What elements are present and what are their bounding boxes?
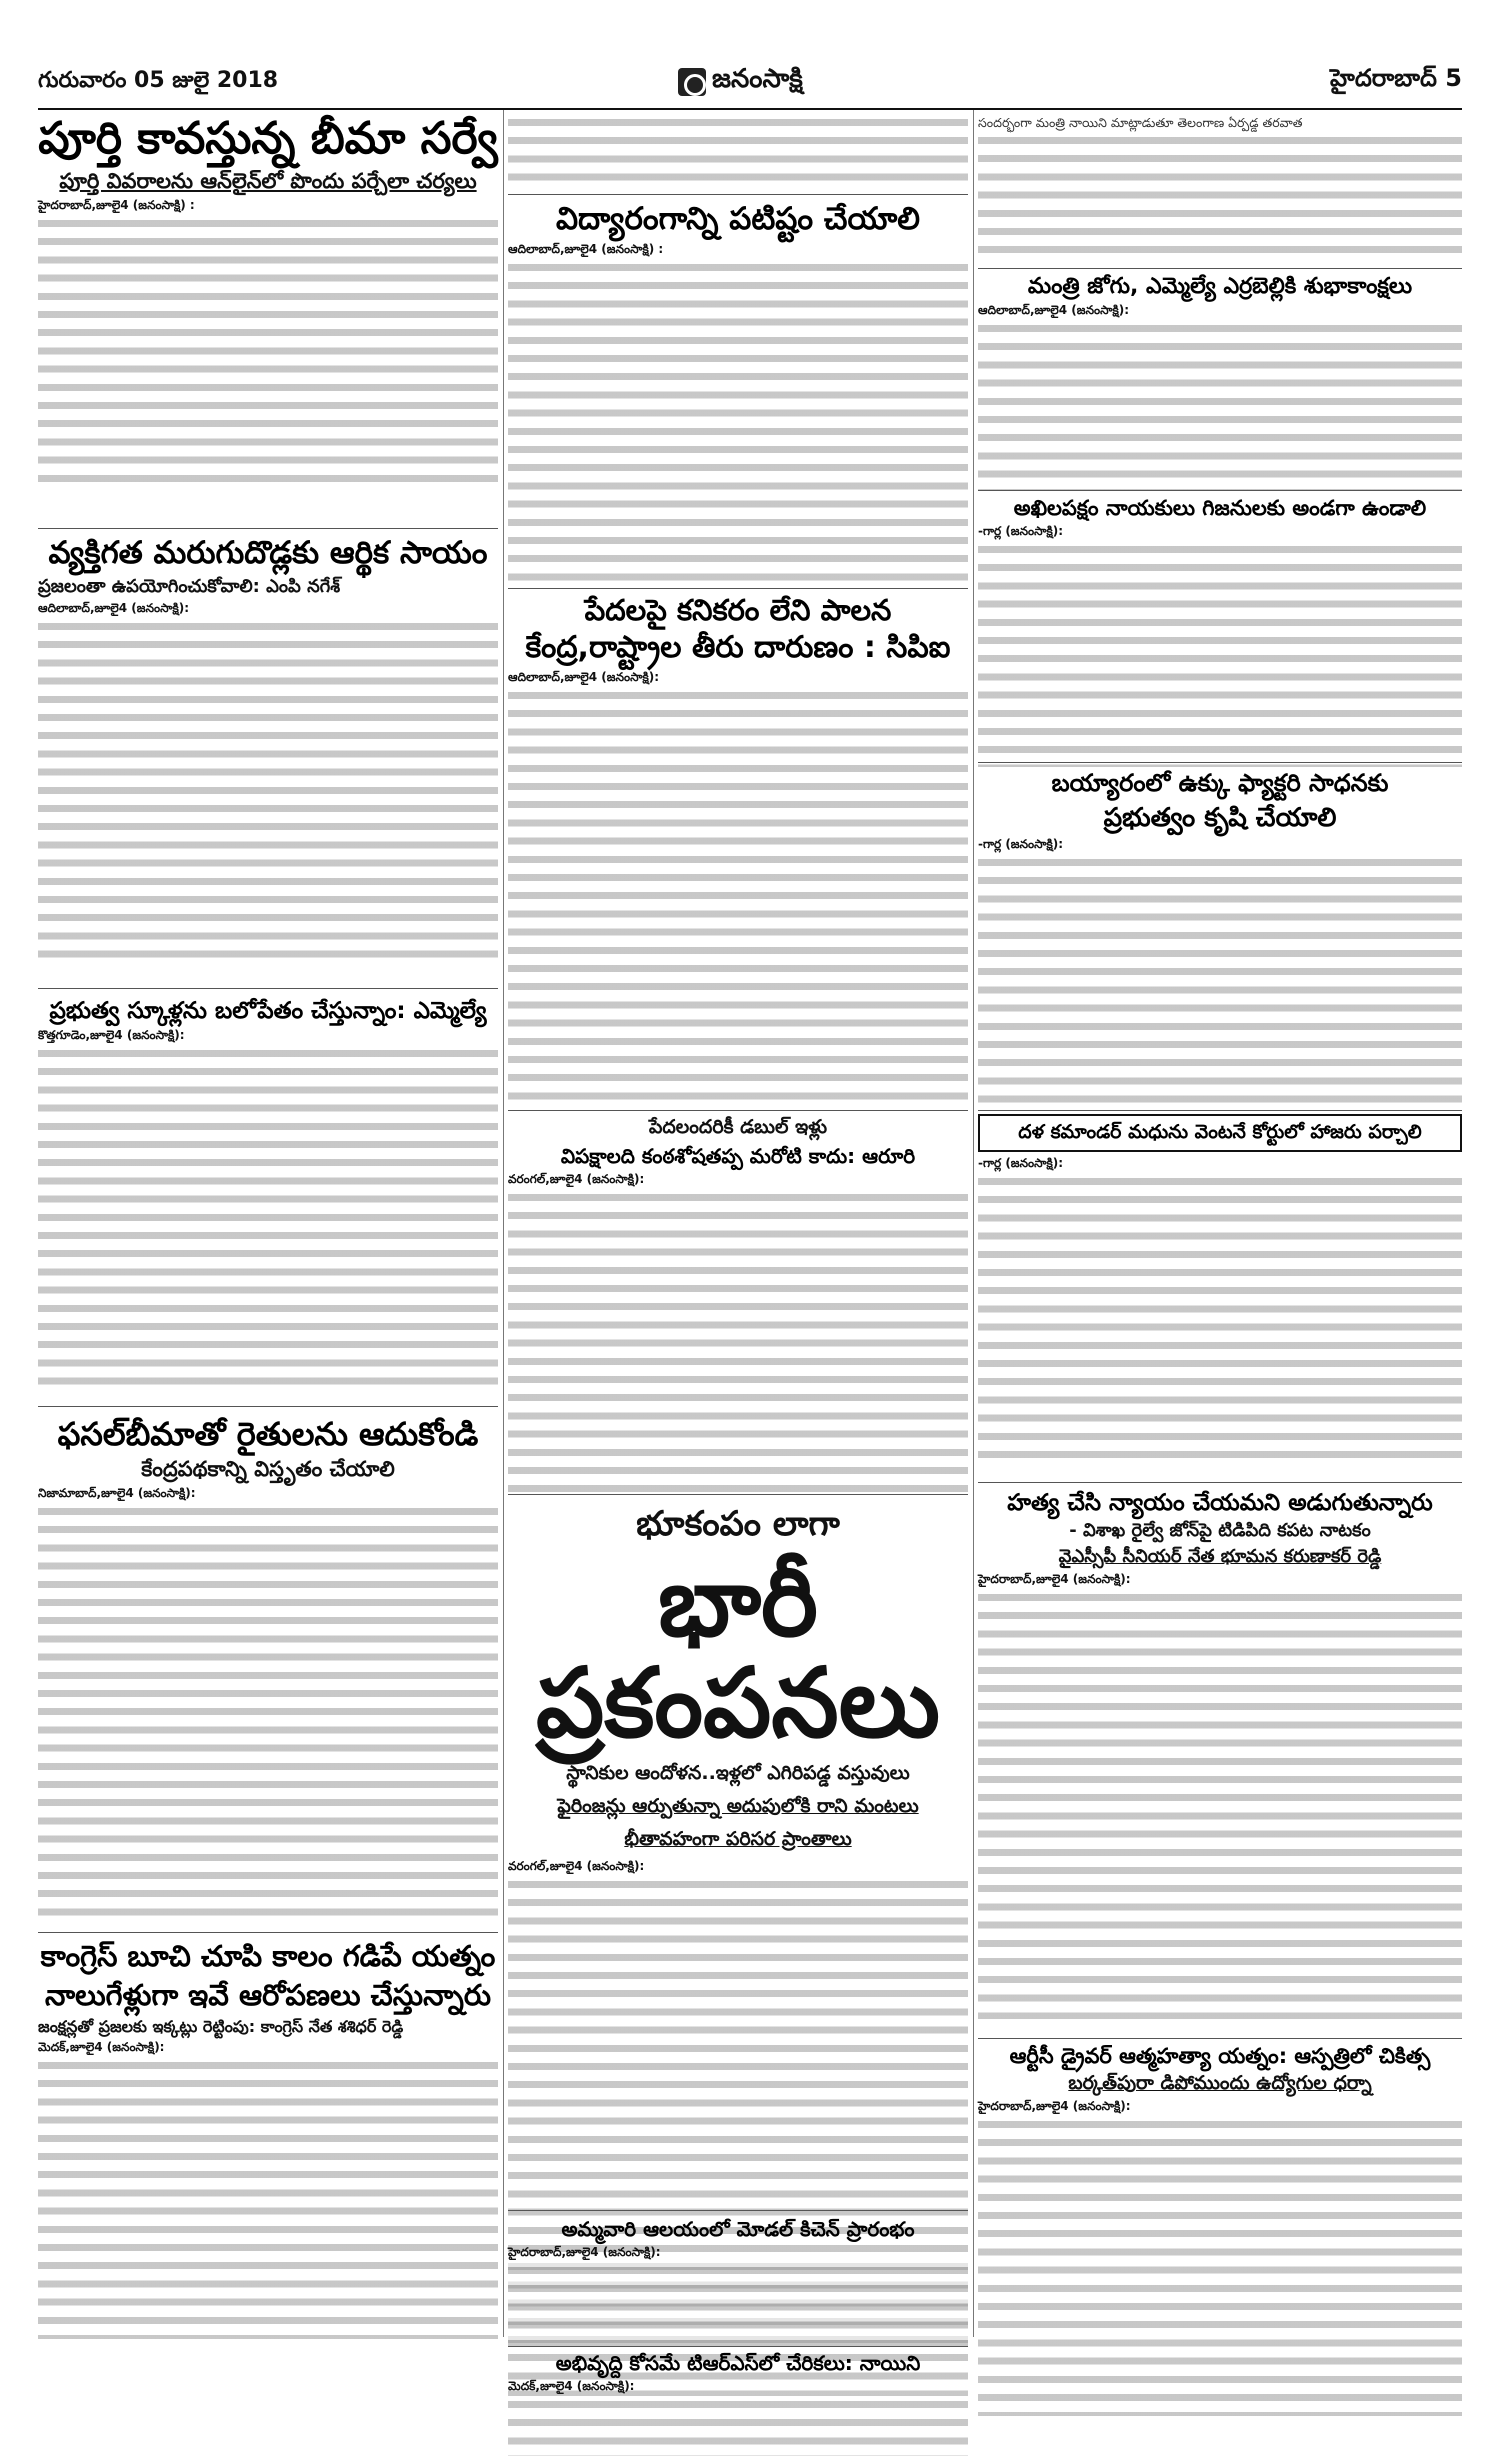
subheadline-3: భీతావహంగా పరిసర ప్రాంతాలు	[624, 1827, 852, 1850]
article-body	[978, 320, 1462, 490]
article-body	[38, 2057, 498, 2339]
divider	[508, 1494, 968, 1495]
dateline: -గార్ల (జనంసాక్షి):	[978, 524, 1064, 539]
dateline: ఆదిలాబాద్,జూలై4 (జనంసాక్షి):	[38, 601, 189, 616]
article-aruri	[508, 1116, 968, 1503]
divider	[978, 490, 1462, 491]
article-body	[38, 1045, 498, 1391]
article-continued-top	[508, 114, 968, 188]
article-greetings	[978, 274, 1462, 490]
headline: కాంగ్రెస్ బూచి చూపి కాలం గడిపే యత్నం	[40, 1939, 496, 1973]
headline: ప్రభుత్వ స్కూళ్లను బలోపేతం చేస్తున్నాం: ఎమ్మెల్యే	[49, 998, 487, 1024]
divider	[508, 588, 968, 589]
divider	[978, 1482, 1462, 1483]
article-all-party	[978, 496, 1462, 767]
article-body	[978, 1589, 1462, 2019]
article-body	[508, 259, 968, 587]
article-body	[508, 1189, 968, 1503]
dateline: హైదరాబాద్,జూలై4 (జనంసాక్షి):	[508, 2245, 661, 2259]
article-continued-top	[978, 114, 1462, 262]
headline: విపక్షాలది కంఠశోషతప్ప మరోటి కాదు: ఆరూరి	[560, 1143, 916, 1168]
divider	[978, 2038, 1462, 2039]
article-body	[38, 215, 498, 483]
divider	[508, 1110, 968, 1111]
dateline: -గార్ల (జనంసాక్షి):	[978, 1155, 1064, 1170]
headline: పూర్తి కావస్తున్న బీమా సర్వే	[38, 113, 498, 164]
subheadline-1: స్థానికుల ఆందోళన..ఇళ్లలో ఎగిరిపడ్డ వస్తువులు	[566, 1761, 910, 1784]
headline: బయ్యారంలో ఉక్కు ఫ్యాక్టరి సాధనకు	[1051, 769, 1389, 797]
dateline: వరంగల్,జూలై4 (జనంసాక్షి):	[508, 1858, 645, 1873]
divider	[508, 2210, 968, 2211]
headline-line-2: ప్రభుత్వం కృషి చేయాలి	[1103, 802, 1337, 833]
article-govt-schools	[38, 998, 498, 1391]
article-body	[508, 114, 968, 188]
headline: వ్యక్తిగత మరుగుదొడ్లకు ఆర్థిక సాయం	[48, 535, 488, 571]
subheadline: పూర్తి వివరాలను ఆన్‌లైన్‌లో పొందు పర్చేలా చర్యలు	[59, 168, 477, 193]
dateline: హైదరాబాద్,జూలై4 (జనంసాక్షి) :	[38, 197, 195, 212]
subheadline: ప్రజలంతా ఉపయోగించుకోవాలి: ఎంపి నగేశ్	[38, 575, 341, 597]
dateline: ఆదిలాబాద్,జూలై4 (జనంసాక్షి):	[508, 669, 659, 684]
dateline: ఆదిలాబాద్,జూలై4 (జనంసాక్షి):	[978, 303, 1129, 318]
dateline: ఆదిలాబాద్,జూలై4 (జనంసాక్షి) :	[508, 241, 664, 256]
divider	[508, 2346, 968, 2347]
divider	[508, 194, 968, 195]
article-madhu	[978, 1114, 1462, 1463]
article-body	[508, 2396, 968, 2456]
headline: విద్యారంగాన్ని పటిష్టం చేయాలి	[556, 201, 920, 237]
divider	[978, 1110, 1462, 1111]
dateline: నిజామాబాద్,జూలై4 (జనంసాక్షి):	[38, 1485, 196, 1500]
lead-text: సందర్భంగా మంత్రి నాయిని మాట్లాడుతూ తెలంగాణ ఏర్పడ్డ తరవాత	[978, 115, 1303, 130]
newspaper-logo-icon	[678, 68, 706, 96]
article-bayyaram	[978, 770, 1462, 1116]
article-congress	[38, 1940, 498, 2339]
dateline: హైదరాబాద్,జూలై4 (జనంసాక్షి):	[978, 1571, 1131, 1586]
article-bima-survey	[38, 110, 498, 483]
column-rule	[973, 110, 974, 2337]
article-body	[38, 1503, 498, 1921]
divider	[978, 762, 1462, 763]
issue-date: గురువారం 05 జులై 2018	[38, 68, 279, 93]
kicker: పేదలందరికీ డబుల్ ఇళ్లు	[648, 1116, 828, 1138]
masthead	[38, 62, 1462, 110]
headline: పేదలపై కనికరం లేని పాలన	[584, 593, 892, 627]
divider	[38, 528, 498, 529]
subheadline-2: ఫైరింజన్లు ఆర్పుతున్నా అదుపులోకి రాని మంటలు	[557, 1794, 919, 1817]
article-body	[978, 854, 1462, 1116]
subheadline: - విశాఖ రైల్వే జోన్‌పై టిడిపిది కపట నాటకం	[1069, 1520, 1371, 1542]
divider	[38, 988, 498, 989]
article-bhumana	[978, 1490, 1462, 2019]
page-info: హైదరాబాద్ 5	[1330, 64, 1462, 92]
dateline: కొత్తగూడెం,జూలై4 (జనంసాక్షి):	[38, 1028, 185, 1043]
headline: హత్య చేసి న్యాయం చేయమని అడుగుతున్నారు	[1007, 1490, 1433, 1516]
article-body	[38, 618, 498, 968]
column-rule	[503, 110, 504, 2337]
article-education	[508, 202, 968, 587]
subheadline: జంక్షన్లతో ప్రజలకు ఇక్కట్లు రెట్టింపు: కాంగ్రెస్ నేత శశిధర్ రెడ్డి	[38, 2016, 404, 2036]
paper-name: జనంసాక్షి	[712, 64, 803, 94]
headline-line-2: నాలుగేళ్లుగా ఇవే ఆరోపణలు చేస్తున్నారు	[44, 1978, 492, 2013]
article-model-kitchen	[508, 2218, 968, 2354]
subheadline: కేంద్రపథకాన్ని విస్తృతం చేయాలి	[141, 1456, 395, 1481]
dateline: మెదక్,జూలై4 (జనంసాక్షి):	[508, 2379, 635, 2393]
headline: దళ కమాండర్ మధును వెంటనే కోర్టులో హాజరు పర్చాలి	[1018, 1121, 1422, 1143]
article-body	[978, 541, 1462, 767]
dateline: వరంగల్,జూలై4 (జనంసాక్షి):	[508, 1171, 645, 1186]
subheadline-2: వైఎస్సీపీ సీనియర్ నేత భూమన కరుణాకర్ రెడ్డి	[1058, 1546, 1382, 1568]
article-body	[978, 1173, 1462, 1463]
article-body	[508, 2262, 968, 2354]
divider	[38, 1932, 498, 1933]
dateline: -గార్ల (జనంసాక్షి):	[978, 837, 1064, 852]
headline-box	[978, 1114, 1462, 1152]
headline: ఆర్టీసీ డ్రైవర్ ఆత్మహత్యా యత్నం: ఆస్పత్రిలో చికిత్స	[1009, 2044, 1431, 2068]
kicker: భూకంపం లాగా	[636, 1504, 840, 1544]
headline: ఫసల్‌బీమాతో రైతులను ఆదుకోండి	[57, 1415, 479, 1453]
article-fasal-bima	[38, 1416, 498, 1921]
article-naini	[508, 2352, 968, 2456]
article-body	[978, 2116, 1462, 2416]
subheadline: బర్కత్‌పురా డిపోముందు ఉద్యోగుల ధర్నా	[1068, 2072, 1372, 2095]
article-body	[508, 687, 968, 1105]
headline: అఖిలపక్షం నాయకులు గిజనులకు అండగా ఉండాలి	[1013, 496, 1427, 520]
headline: భారీ ప్రకంపనలు	[536, 1546, 940, 1759]
dateline: మెదక్,జూలై4 (జనంసాక్షి):	[38, 2039, 165, 2054]
article-rtc-driver	[978, 2044, 1462, 2416]
headline: అభివృద్ది కోసమే టిఆర్ఎస్‌లో చేరికలు: నాయిని	[555, 2351, 921, 2375]
divider	[978, 268, 1462, 269]
divider	[38, 1406, 498, 1407]
headline: అమ్మవారి ఆలయంలో మోడల్ కిచెన్ ప్రారంభం	[561, 2217, 915, 2241]
dateline: హైదరాబాద్,జూలై4 (జనంసాక్షి):	[978, 2098, 1131, 2113]
headline-line-2: కేంద్ర,రాష్ట్రాల తీరు దారుణం : సిపిఐ	[525, 630, 951, 666]
article-cpi	[508, 594, 968, 1105]
article-body	[978, 132, 1462, 262]
article-toilets-aid	[38, 536, 498, 968]
paper-logo	[678, 62, 848, 102]
headline: మంత్రి జోగు, ఎమ్మెల్యే ఎర్రబెల్లికి శుభాకాంక్షలు	[1027, 274, 1413, 299]
